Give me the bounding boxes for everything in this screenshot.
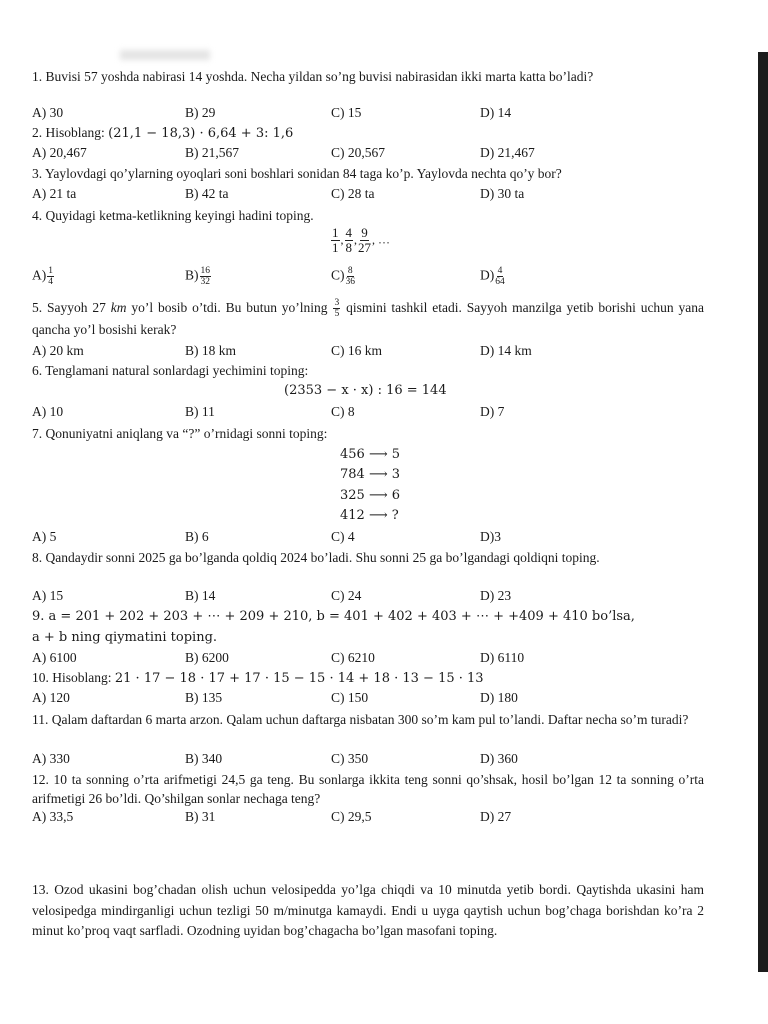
q8-option-d: D) 23	[480, 588, 512, 603]
q2-prefix: 2. Hisoblang:	[32, 125, 105, 140]
q3-option-d: D) 30 ta	[480, 186, 525, 201]
q5-option-d: D) 14 km	[480, 343, 532, 358]
question-2-stem	[32, 125, 293, 142]
q4-option-c: C) $\frac{8}{36}$	[331, 266, 355, 287]
q7-option-b: B) 6	[185, 529, 209, 544]
q5-option-c: C) 16 km	[331, 343, 383, 358]
q1-option-d: D) 14	[480, 105, 512, 120]
q4-option-d: D) $\frac{4}{64}$	[480, 266, 505, 287]
q8-option-c: C) 24	[331, 588, 362, 603]
question-8-stem: 8. Qandaydir sonni 2025 ga bo’lganda qoldiq 2024 bo’ladi. Shu sonni 25 ga bo’lgandagi qoldiqni toping.	[32, 550, 600, 565]
q3-option-c: C) 28 ta	[331, 186, 375, 201]
q6-option-c: C) 8	[331, 404, 355, 419]
seq-term-2: $\frac{4}{8}$	[345, 225, 352, 255]
question-11-stem: 11. Qalam daftardan 6 marta arzon. Qalam uchun daftarga nisbatan 300 so’m kam pul to’landi. Daftar necha so’m turadi?	[32, 712, 689, 727]
q7-rule-4: 412 ⟶ ?	[340, 508, 399, 523]
q9-option-a: A) 6100	[32, 650, 77, 665]
q2-option-b: B) 21,567	[185, 145, 239, 160]
question-13-stem: 13. Ozod ukasini bog’chadan olish uchun velosipedda yo’lga chiqdi va 10 minutda yetib bordi. Qaytishda ukasini ham velosipedga mindirganligi uchun tezligi 50 m/minutga kamaydi. Endi u uyga qaytish uchun bog’chaga borishdan ko’ra 2 minut ko’proq vaqt sarfladi. Ozodning uyidan bog’chagacha bo’lgan masofani toping.	[32, 882, 704, 938]
q5-option-b: B) 18 km	[185, 343, 237, 358]
q4-option-b: B) $\frac{16}{32}$	[185, 266, 210, 287]
q2-option-a: A) 20,467	[32, 145, 87, 160]
q11-option-b: B) 340	[185, 751, 223, 766]
q11-option-c: C) 350	[331, 751, 369, 766]
q12-option-c: C) 29,5	[331, 809, 372, 824]
q8-option-a: A) 15	[32, 588, 64, 603]
q11-option-d: D) 360	[480, 751, 518, 766]
q10-option-a: A) 120	[32, 690, 70, 705]
q10-prefix: 10. Hisoblang:	[32, 670, 112, 685]
q8-option-b: B) 14	[185, 588, 216, 603]
q3-option-b: B) 42 ta	[185, 186, 229, 201]
q12-option-a: A) 33,5	[32, 809, 74, 824]
q10-option-d: D) 180	[480, 690, 518, 705]
q2-option-d: D) 21,467	[480, 145, 535, 160]
q10-expression: 21 · 17 − 18 · 17 + 17 · 15 − 15 · 14 + 18 · 13 − 15 · 13	[114, 671, 484, 686]
q5-option-a: A) 20 km	[32, 343, 84, 358]
q7-rule-2: 784 ⟶ 3	[340, 467, 400, 482]
q1-option-a: A) 30	[32, 105, 64, 120]
q6-option-d: D) 7	[480, 404, 505, 419]
seq-tail: , …	[372, 232, 390, 247]
q9-option-b: B) 6200	[185, 650, 229, 665]
question-3-stem: 3. Yaylovdagi qo’ylarning oyoqlari soni boshlari sonidan 84 taga ko’p. Yaylovda nechta qo’y bor?	[32, 166, 562, 181]
question-5-stem: 5. Sayyoh 27 km yo’l bosib o’tdi. Bu butun yo’lning $\frac{3}{5}$ qismini tashkil etadi. Sayyoh manzilga yetib borishi uchun yana qancha yo’l bosishi kerak?	[32, 298, 705, 338]
question-6-stem: 6. Tenglamani natural sonlardagi yechimini toping:	[32, 363, 309, 378]
question-4-stem: 4. Quyidagi ketma-ketlikning keyingi hadini toping.	[32, 208, 314, 223]
question-9-stem-line2: a + b ning qiymatini toping.	[32, 630, 218, 645]
question-10-stem	[32, 670, 484, 687]
q7-rule-3: 325 ⟶ 6	[340, 488, 400, 503]
q7-option-c: C) 4	[331, 529, 355, 544]
q9-option-c: C) 6210	[331, 650, 375, 665]
scan-shadow	[120, 50, 210, 60]
seq-term-3: $\frac{9}{27}$	[358, 225, 371, 255]
q10-option-b: B) 135	[185, 690, 223, 705]
q4-option-a: A) $\frac{1}{4}$	[32, 266, 53, 287]
question-1-stem: 1. Buvisi 57 yoshda nabirasi 14 yoshda. Necha yildan so’ng buvisi nabirasidan ikki marta katta bo’ladi?	[32, 69, 594, 84]
seq-term-1: $\frac{1}{1}$	[332, 225, 339, 255]
question-12-stem: 12. 10 ta sonning o’rta arifmetigi 24,5 ga teng. Bu sonlarga ikkita teng sonni qo’shsak, hosil bo’lgan 12 ta sonning o’rta arifmetigi 26 bo’ldi. Qo’shilgan sonlar nechaga teng?	[32, 772, 704, 806]
q6-equation: (2353 − x · x) : 16 = 144	[284, 383, 447, 398]
scan-edge	[758, 52, 768, 972]
q12-option-b: B) 31	[185, 809, 216, 824]
question-9-stem-line1: 9. a = 201 + 202 + 203 + ⋯ + 209 + 210, b = 401 + 402 + 403 + ⋯ + +409 + 410 bo’lsa,	[32, 609, 635, 624]
q12-option-d: D) 27	[480, 809, 512, 824]
q7-option-a: A) 5	[32, 529, 57, 544]
q4-sequence: $\frac{1}{1}$ , $\frac{4}{8}$ , $\frac{9}{27}$ , …	[332, 225, 390, 255]
q9-option-d: D) 6110	[480, 650, 525, 665]
question-7-stem: 7. Qonuniyatni aniqlang va “?” o’rnidagi sonni toping:	[32, 426, 328, 441]
q2-expression: (21,1 − 18,3) · 6,64 + 3: 1,6	[108, 126, 294, 141]
q6-option-a: A) 10	[32, 404, 64, 419]
q1-option-c: C) 15	[331, 105, 362, 120]
q6-option-b: B) 11	[185, 404, 215, 419]
q1-option-b: B) 29	[185, 105, 216, 120]
q5-fraction: $\frac{3}{5}$	[334, 298, 340, 320]
q3-option-a: A) 21 ta	[32, 186, 77, 201]
q7-rule-1: 456 ⟶ 5	[340, 447, 400, 462]
q2-option-c: C) 20,567	[331, 145, 385, 160]
q11-option-a: A) 330	[32, 751, 70, 766]
q10-option-c: C) 150	[331, 690, 369, 705]
q7-option-d: D)3	[480, 529, 501, 544]
